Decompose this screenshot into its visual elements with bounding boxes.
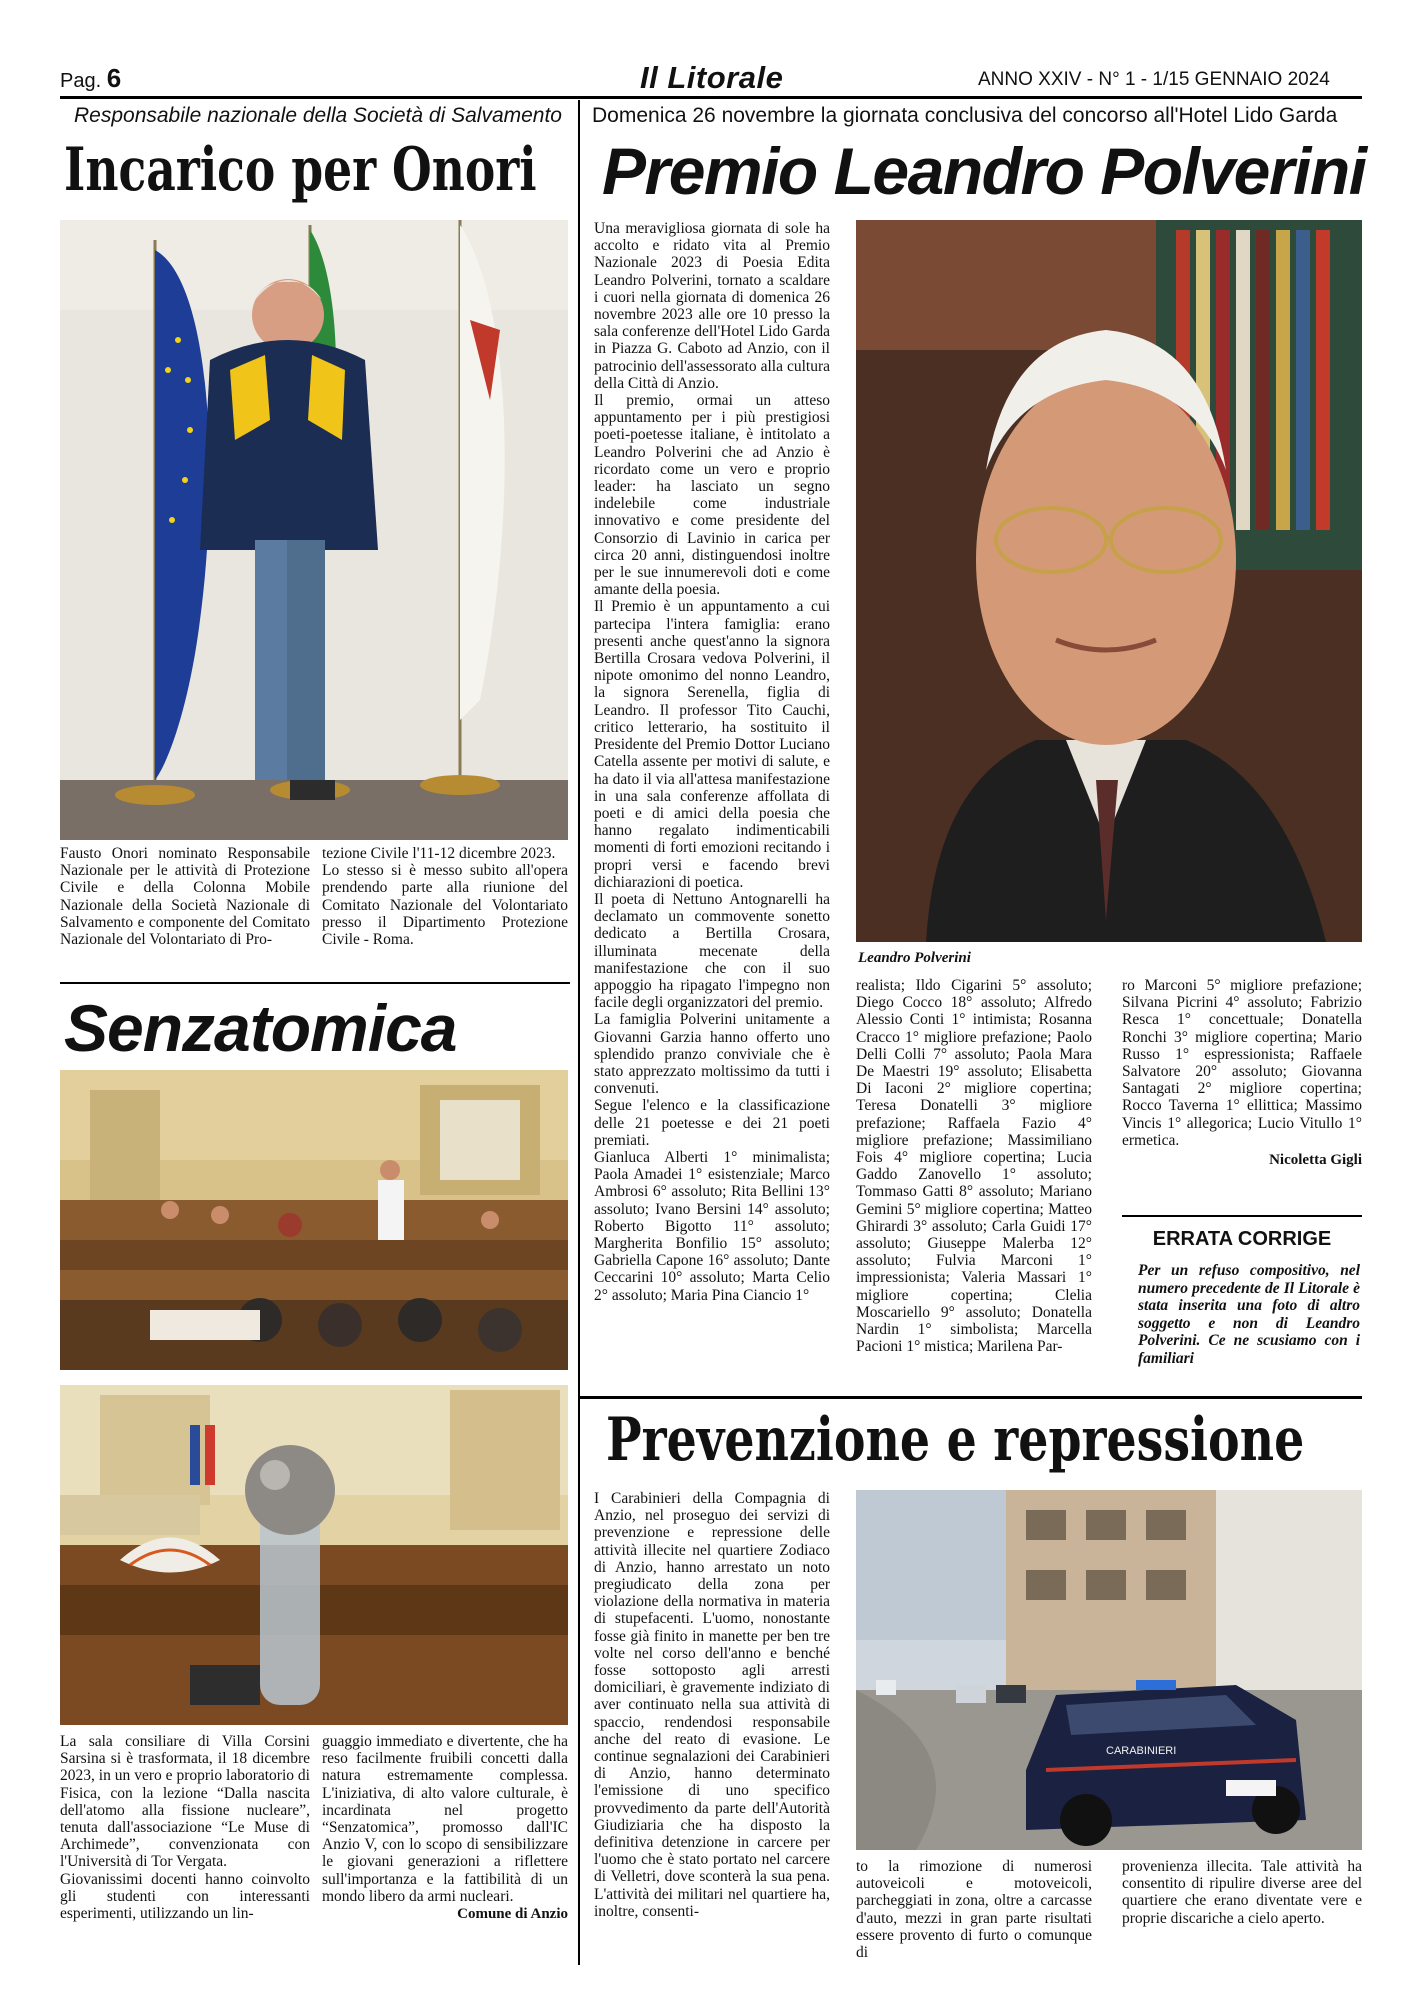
column-divider: [578, 100, 580, 1965]
senzatomica-photo-2: [60, 1385, 568, 1725]
polverini-p1: Una meravigliosa giornata di sole ha accolto e ridato vita al Premio Nazionale 2023 di Poesia Edita Leandro Polverini, tornato a scaldare i cuori nella giornata di domenica 26 novembre 2023 alle ore 10 presso la sala conferenze dell'Hotel Lido Garda in Piazza G. Caboto ad Anzio, con il patrocinio dell'assessorato alla cultura della Città di Anzio.: [594, 220, 830, 392]
polverini-col1: [594, 220, 830, 1388]
polverini-signature: Nicoletta Gigli: [1269, 1152, 1362, 1169]
polverini-portrait: [856, 220, 1362, 942]
header-rule: [60, 96, 1362, 99]
polverini-portrait-svg: [856, 220, 1362, 942]
polverini-p6: Segue l'elenco e la classificazione delle 21 poetesse e dei 21 poeti premiati.: [594, 1097, 830, 1149]
senzatomica-col2-p1: guaggio immediato e divertente, che ha reso facilmente fruibili concetti dalla natura estremamente complessa. L'iniziativa, di alto valore culturale, è incardinata nel progetto “Senzatomica”, promosso dall'IC Anzio V, con lo scopo di sensibilizzare le giovani generazioni a riflettere sull'importanza e la fattibilità di un mondo libero da armi nucleari.: [322, 1733, 568, 1905]
polverini-p7: Gianluca Alberti 1° minimalista; Paola Amadei 1° esistenziale; Marco Ambrosi 6° assoluto; Rita Bellini 13° assoluto; Ivano Bersini 14° assoluto; Roberto Bigotto 11° assoluto; Margherita Bonfilio 15° assoluto; Gabriella Capone 16° assoluto; Dante Ceccarini 10° assoluto; Marta Celio 2° assoluto; Maria Pina Ciancio 1°: [594, 1148, 830, 1304]
errata-text: Per un refuso compositivo, nel numero precedente de Il Litorale è stata inserita una foto di altro soggetto e non di Leandro Polverini. Ce ne scusiamo con i familiari: [1138, 1262, 1360, 1367]
polverini-kicker: Domenica 26 novembre la giornata conclusiva del concorso all'Hotel Lido Garda: [592, 104, 1338, 127]
masthead: Il Litorale: [640, 60, 784, 95]
polverini-end-rule: [580, 1396, 1362, 1399]
polverini-title: Premio Leandro Polverini: [602, 134, 1366, 208]
onori-photo: [60, 220, 568, 840]
page-number: 6: [106, 63, 122, 93]
polverini-p3: Il Premio è un appuntamento a cui partecipa l'intera famiglia: erano presenti anche quest'anno la signora Bertilla Crosara vedova Polverini, il nipote omonimo del nonno Leandro, la signora Serenella, figlia di Leandro. Il professor Tito Cauchi, critico letterario, ha sostituito il Presidente del Premio Dottor Luciano Catella assente per motivi di salute, e ha dato il via all'attesa manifestazione in una sala conferenze affollata di poeti e di amici della poesia che hanno regalato indimenticabili momenti di forti emozioni recitando i propri versi e facendo brevi dichiarazioni di poetica.: [594, 598, 830, 891]
polverini-p2: Il premio, ormai un atteso appuntamento per i più prestigiosi poeti-poetesse italiane, è intitolato a Leandro Polverini che ad Anzio è ricordato come un vero e proprio leader: ha lasciato un segno indelebile come industriale innovativo e come presidente del Consorzio di Lavinio in carica per circa 20 anni, distinguendosi inoltre per le sue innumerevoli doti e come amante della poesia.: [594, 392, 830, 599]
polverini-p4: Il poeta di Nettuno Antognarelli ha declamato un commovente sonetto dedicato a Bertilla Crosara, illuminata mecenate della manifestazione che con il suo appoggio ha ripagato l'impegno non facile degli organizzatori del premio.: [594, 890, 830, 1012]
errata-top-rule: [1122, 1215, 1362, 1217]
issue-info: ANNO XXIV - N° 1 - 1/15 GENNAIO 2024: [978, 69, 1330, 90]
car-label: CARABINIERI: [1106, 1745, 1177, 1757]
polverini-col2: realista; Ildo Cigarini 5° assoluto; Diego Cocco 18° assoluto; Alfredo Alessio Conti 1° intimista; Rosanna Cracco 1° migliore prefazione; Paolo Delli Colli 7° assoluto; Paola Mara De Maestri 19° assoluto; Elisabetta Di Iaconi 2° migliore copertina; Teresa Donatelli 3° migliore prefazione; Raffaela Fazio 4° migliore prefazione; Massimiliano Fois 4° migliore copertina; Lucia Gaddo Zanovello 1° assoluto; Tommaso Gatti 8° assoluto; Mariano Gemini 5° migliore copertina; Matteo Ghirardi 3° assoluto; Carla Guidi 17° assoluto; Giuseppe Malerba 12° assoluto; Fulvia Marconi 1° impressionista; Valeria Massari 1° migliore copertina; Clelia Moscariello 9° assoluto; Donatella Nardin 1° simbolista; Marcella Pacioni 1° mistica; Marilena Par-: [856, 977, 1092, 1356]
polverini-p5: La famiglia Polverini unitamente a Giovanni Garzia hanno offerto uno splendido pranzo conviviale che è stato apprezzato moltissimo da tutti i convenuti.: [594, 1011, 830, 1098]
onori-col2-p1: tezione Civile l'11-12 dicembre 2023.: [322, 845, 556, 862]
polverini-list3: ro Marconi 5° migliore prefazione; Silvana Picrini 4° assoluto; Fabrizio Resca 1° concettuale; Donatella Ronchi 3° migliore copertina; Mario Russo 1° espressionista; Raffaele Salvatore 20° assoluto; Giovanna Santagati 2° migliore copertina; Rocco Taverna 1° ellittica; Massimo Vincis 1° allegorica; Lucio Vitullo 1° ermetica.: [1122, 977, 1362, 1149]
senzatomica-photo-2-svg: [60, 1385, 568, 1725]
prevenzione-col1: I Carabinieri della Compagnia di Anzio, nel proseguo dei servizi di prevenzione e repressione delle attività illecite nel quartiere Zodiaco di Anzio, hanno arrestato un noto pregiudicato della zona per violazione della normativa in materia di stupefacenti. L'uomo, nonostante fosse già finito in manette per ben tre volte nel corso dell'anno e benché fosse sottoposto agli arresti domiciliari, è gravemente indiziato di aver continuato nella sua attività di spaccio, rendendosi responsabile anche del reato di evasione. Le continue segnalazioni dei Carabinieri di Anzio, hanno determinato l'emissione di uno specifico provvedimento da parte dell'Autorità Giudiziaria che ha disposto la definitiva detenzione in carcere per l'uomo che è stato portato nel carcere di Velletri, dove sconterà la sua pena. L'attività dei militari nel quartiere ha, inoltre, consenti-: [594, 1490, 830, 1920]
prevenzione-title: Prevenzione e repressione: [606, 1405, 1305, 1475]
onori-end-rule: [60, 982, 570, 984]
errata-title: ERRATA CORRIGE: [1152, 1228, 1332, 1250]
polverini-col3: [1122, 977, 1362, 1207]
onori-photo-svg: [60, 220, 568, 840]
prevenzione-col2: to la rimozione di numerosi autoveicoli e motoveicoli, parcheggiati in zona, oltre a carcasse d'auto, mezzi in gran parte risultati essere provento di furto o comunque di: [856, 1858, 1092, 1962]
senzatomica-signature: Comune di Anzio: [457, 1906, 568, 1923]
portrait-caption: Leandro Polverini: [858, 950, 971, 966]
prevenzione-photo: [856, 1490, 1362, 1850]
senzatomica-col2: [322, 1733, 568, 1965]
onori-kicker: Responsabile nazionale della Società di Salvamento: [74, 104, 562, 127]
senzatomica-col1-p1: La sala consiliare di Villa Corsini Sarsina si è trasformata, il 18 dicembre 2023, in un vero e proprio laboratorio di Fisica, con la lezione “Dalla nascita dell'atomo alla fissione nucleare”, tenuta dall'associazione “Le Muse di Archimede”, convenzionata con l'Università di Tor Vergata.: [60, 1733, 310, 1871]
page-label: [60, 63, 121, 94]
senzatomica-title: Senzatomica: [64, 991, 457, 1065]
onori-col2-p2: Lo stesso si è messo subito all'opera prendendo parte alla riunione del Comitato Nazionale del Volontariato presso il Dipartimento Protezione Civile - Roma.: [322, 862, 568, 949]
prevenzione-col3: provenienza illecita. Tale attività ha consentito di ripulire diverse aree del quartiere che erano diventate vere e proprie discariche a cielo aperto.: [1122, 1858, 1362, 1927]
senzatomica-col1-p2: Giovanissimi docenti hanno coinvolto gli studenti con interessanti esperimenti, utilizzando un lin-: [60, 1870, 310, 1923]
senzatomica-col1: [60, 1733, 310, 1965]
prevenzione-photo-svg: [856, 1490, 1362, 1850]
senzatomica-photo-1-svg: [60, 1070, 568, 1370]
senzatomica-photo-1: [60, 1070, 568, 1370]
page-label-text: Pag.: [60, 70, 102, 92]
onori-col1: Fausto Onori nominato Responsabile Nazionale per le attività di Protezione Civile e della Colonna Mobile Nazionale della Società Nazionale di Salvamento e componente del Comitato Nazionale del Volontariato di Pro-: [60, 845, 310, 949]
onori-col2: [322, 845, 568, 975]
onori-title: Incarico per Onori: [64, 135, 537, 205]
